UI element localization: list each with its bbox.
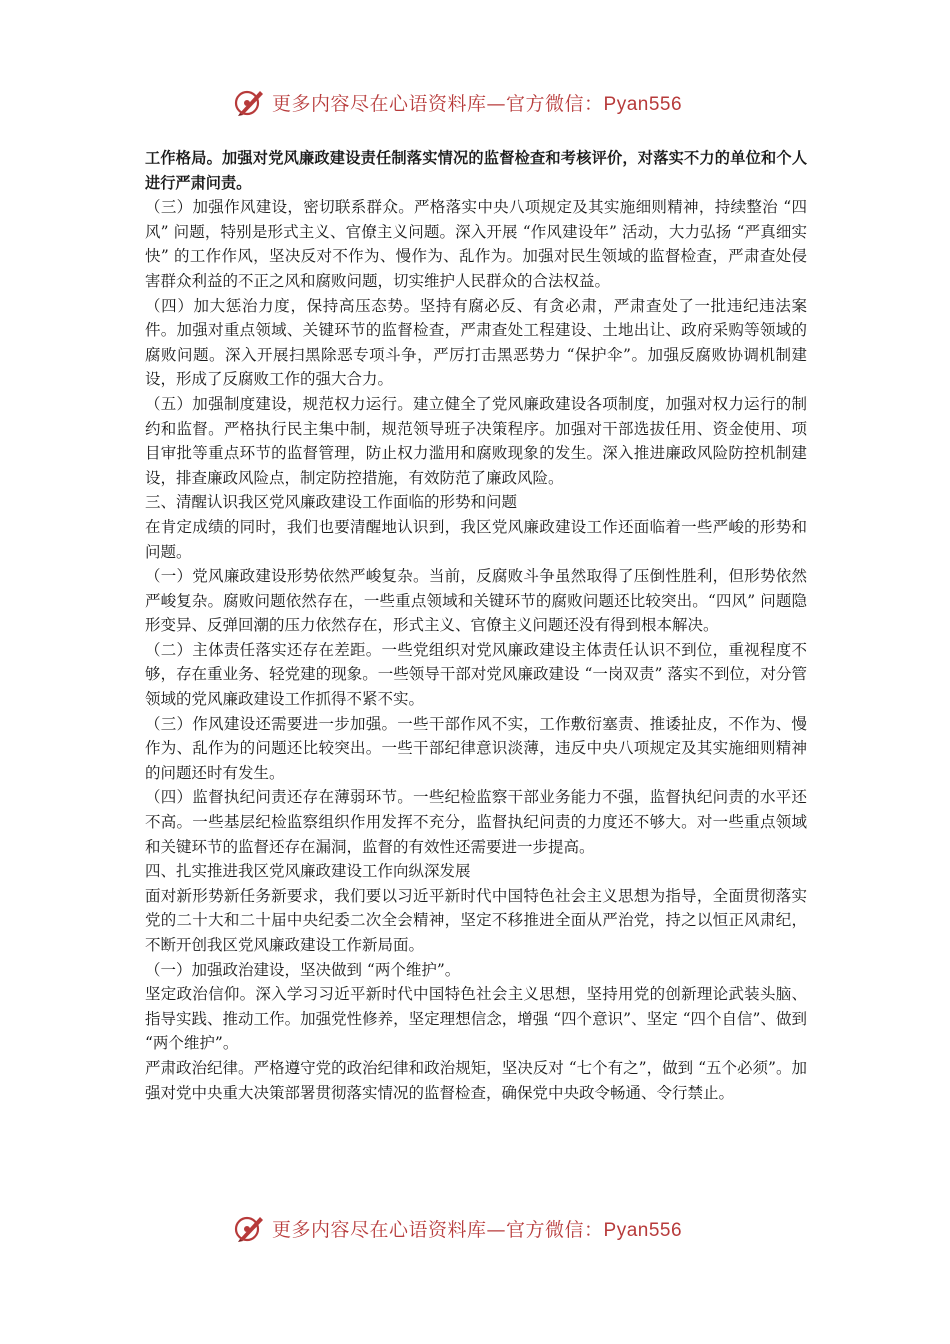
footer-banner	[0, 1208, 950, 1248]
paragraph: 三、清醒认识我区党风廉政建设工作面临的形势和问题	[145, 493, 518, 512]
paragraph: （一）加强政治建设，坚决做到 “两个维护”。	[145, 960, 461, 979]
paragraph: 面对新形势新任务新要求，我们要以习近平新时代中国特色社会主义思想为指导，全面贯彻落实党的二十大和二十届中央纪委二次全会精神，坚定不移推进全面从严治党，持之以恒正风肃纪，不断开创我区党风廉政建设工作新局面。	[145, 886, 807, 954]
paragraph: （四）监督执纪问责还存在薄弱环节。一些纪检监察干部业务能力不强，监督执纪问责的水平还不高。一些基层纪检监察组织作用发挥不充分，监督执纪问责的力度还不够大。对一些重点领域和关键环节的监督还存在漏洞，监督的有效性还需要进一步提高。	[145, 788, 807, 856]
paragraph: （五）加强制度建设，规范权力运行。建立健全了党风廉政建设各项制度，加强对权力运行的制约和监督。严格执行民主集中制，规范领导班子决策程序。加强对干部选拔任用、资金使用、项目审批等重点环节的监督管理，防止权力滥用和腐败现象的发生。深入推进廉政风险防控机制建设，排查廉政风险点，制定防控措施，有效防范了廉政风险。	[145, 394, 807, 487]
wechat-id: Pyan556	[603, 93, 683, 115]
paragraph: （三）加强作风建设，密切联系群众。严格落实中央八项规定及其实施细则精神，持续整治 “四风” 问题，特别是形式主义、官僚主义问题。深入开展 “作风建设年” 活动，大力弘扬 “严真细实快” 的工作作风，坚决反对不作为、慢作为、乱作为。加强对民生领域的监督检查，严肃查处侵害群众利益的不正之风和腐败问题，切实维护人民群众的合法权益。	[145, 198, 807, 290]
paragraph: 工作格局。加强对党风廉政建设责任制落实情况的监督检查和考核评价，对落实不力的单位和个人进行严肃问责。	[145, 149, 807, 192]
header-banner	[0, 82, 950, 122]
banner-text: 更多内容尽在心语资料库—官方微信：Pyan556	[272, 92, 683, 115]
paragraph: （二）主体责任落实还存在差距。一些党组织对党风廉政建设主体责任认识不到位，重视程度不够，存在重业务、轻党建的现象。一些领导干部对党风廉政建设 “一岗双责” 落实不到位，对分管领域的党风廉政建设工作抓得不紧不实。	[145, 640, 807, 709]
paragraph: （四）加大惩治力度，保持高压态势。坚持有腐必反、有贪必肃，严肃查处了一批违纪违法案件。加强对重点领域、关键环节的监督检查，严肃查处工程建设、土地出让、政府采购等领域的腐败问题。深入开展扫黑除恶专项斗争，严厉打击黑恶势力 “保护伞”。加强反腐败协调机制建设，形成了反腐败工作的强大合力。	[145, 296, 807, 389]
paragraph: 四、扎实推进我区党风廉政建设工作向纵深发展	[145, 862, 471, 881]
paragraph: （一）党风廉政建设形势依然严峻复杂。当前，反腐败斗争虽然取得了压倒性胜利，但形势依然严峻复杂。腐败问题依然存在，一些重点领域和关键环节的腐败问题还比较突出。“四风” 问题隐形变异、反弹回潮的压力依然存在，形式主义、官僚主义问题还没有得到根本解决。	[145, 567, 807, 635]
paragraph: 坚定政治信仰。深入学习习近平新时代中国特色社会主义思想，坚持用党的创新理论武装头脑、指导实践、推动工作。加强党性修养，坚定理想信念，增强 “四个意识”、坚定 “四个自信”、做到 “两个维护”。	[145, 985, 807, 1053]
document-body	[145, 146, 807, 1105]
pen-logo-icon	[232, 1211, 266, 1245]
paragraph: 严肃政治纪律。严格遵守党的政治纪律和政治规矩，坚决反对 “七个有之”，做到 “五个必须”。加强对党中央重大决策部署贯彻落实情况的监督检查，确保党中央政令畅通、令行禁止。	[145, 1058, 807, 1102]
banner-text: 更多内容尽在心语资料库—官方微信：Pyan556	[272, 1218, 683, 1241]
pen-logo-icon	[232, 85, 266, 119]
wechat-id: Pyan556	[603, 1219, 683, 1241]
paragraph: 在肯定成绩的同时，我们也要清醒地认识到，我区党风廉政建设工作还面临着一些严峻的形势和问题。	[145, 517, 807, 561]
paragraph: （三）作风建设还需要进一步加强。一些干部作风不实，工作敷衍塞责、推诿扯皮，不作为、慢作为、乱作为的问题还比较突出。一些干部纪律意识淡薄，违反中央八项规定及其实施细则精神的问题还时有发生。	[145, 714, 807, 782]
